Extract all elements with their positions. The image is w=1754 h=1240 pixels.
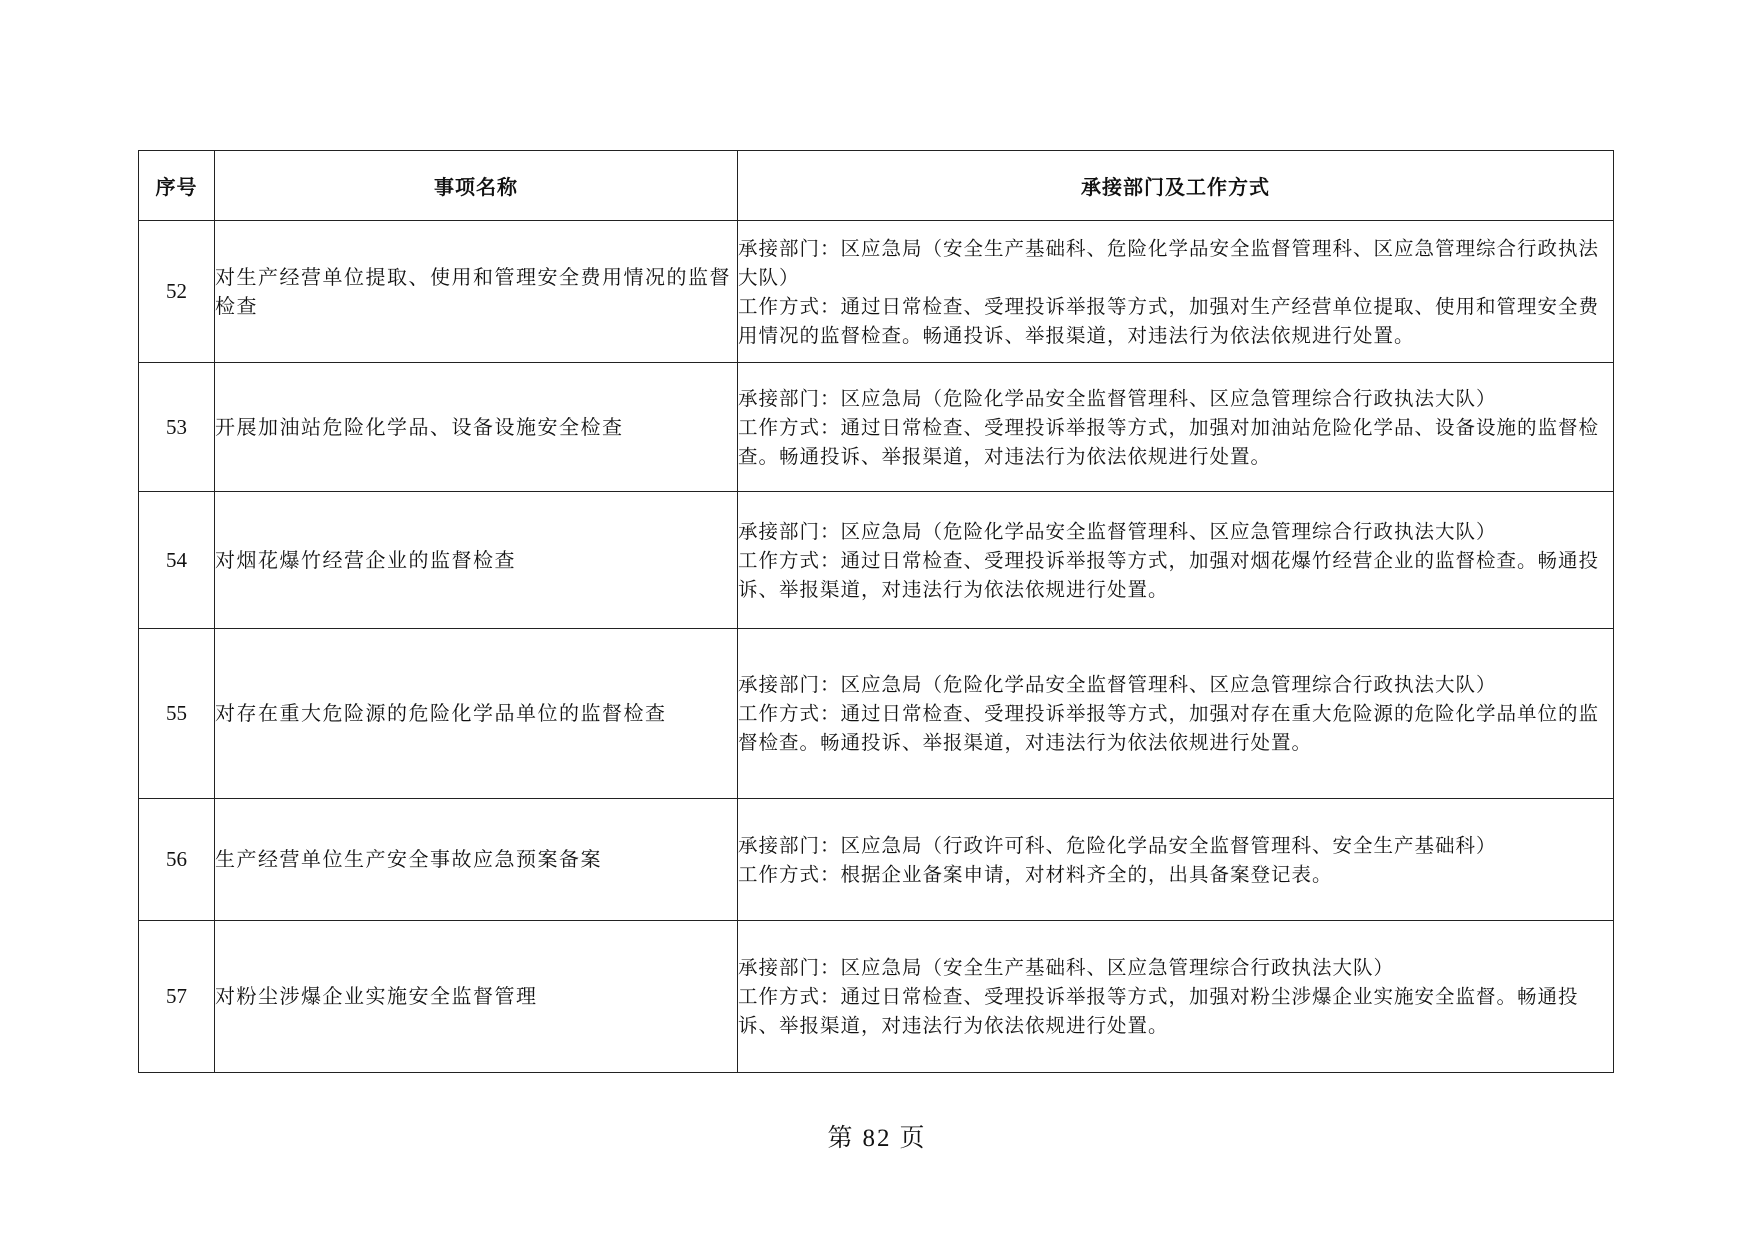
row-number: 53 (139, 363, 215, 492)
page-footer (0, 1118, 1754, 1154)
table-row (139, 629, 1614, 799)
method-text: 工作方式：通过日常检查、受理投诉举报等方式，加强对烟花爆竹经营企业的监督检查。畅通投诉、举报渠道，对违法行为依法依规进行处置。 (738, 548, 1600, 601)
row-number: 52 (139, 221, 215, 363)
table-header-row (139, 151, 1614, 221)
table-row (139, 921, 1614, 1073)
item-name: 对生产经营单位提取、使用和管理安全费用情况的监督检查 (215, 221, 738, 363)
item-name: 生产经营单位生产安全事故应急预案备案 (215, 799, 738, 921)
row-number: 55 (139, 629, 215, 799)
item-name: 对烟花爆竹经营企业的监督检查 (215, 492, 738, 629)
page-prefix: 第 (827, 1125, 855, 1152)
method-text: 工作方式：通过日常检查、受理投诉举报等方式，加强对加油站危险化学品、设备设施的监督检查。畅通投诉、举报渠道，对违法行为依法依规进行处置。 (738, 415, 1600, 468)
method-text: 工作方式：通过日常检查、受理投诉举报等方式，加强对粉尘涉爆企业实施安全监督。畅通投诉、举报渠道，对违法行为依法依规进行处置。 (738, 985, 1579, 1037)
dept-cell (738, 363, 1614, 492)
table-row (139, 799, 1614, 921)
page-number: 82 (862, 1125, 892, 1152)
dept-text: 承接部门：区应急局（安全生产基础科、区应急管理综合行政执法大队） (738, 956, 1395, 979)
method-text: 工作方式：通过日常检查、受理投诉举报等方式，加强对存在重大危险源的危险化学品单位的监督检查。畅通投诉、举报渠道，对违法行为依法依规进行处置。 (738, 702, 1600, 754)
page-suffix: 页 (899, 1125, 927, 1152)
table-row (139, 363, 1614, 492)
dept-text: 承接部门：区应急局（危险化学品安全监督管理科、区应急管理综合行政执法大队） (738, 519, 1497, 543)
dept-cell (738, 799, 1614, 921)
dept-cell (738, 492, 1614, 629)
row-number: 54 (139, 492, 215, 629)
item-name: 对粉尘涉爆企业实施安全监督管理 (215, 921, 738, 1073)
dept-cell (738, 629, 1614, 799)
dept-text: 承接部门：区应急局（危险化学品安全监督管理科、区应急管理综合行政执法大队） (738, 386, 1497, 410)
row-number: 57 (139, 921, 215, 1073)
item-name: 开展加油站危险化学品、设备设施安全检查 (215, 363, 738, 492)
dept-cell (738, 921, 1614, 1073)
header-dept: 承接部门及工作方式 (738, 151, 1614, 221)
item-name: 对存在重大危险源的危险化学品单位的监督检查 (215, 629, 738, 799)
header-no: 序号 (139, 151, 215, 221)
dept-cell (738, 221, 1614, 363)
row-number: 56 (139, 799, 215, 921)
items-table (138, 150, 1614, 1073)
dept-text: 承接部门：区应急局（危险化学品安全监督管理科、区应急管理综合行政执法大队） (738, 673, 1497, 696)
table-row (139, 492, 1614, 629)
dept-text: 承接部门：区应急局（行政许可科、危险化学品安全监督管理科、安全生产基础科） (738, 833, 1497, 857)
dept-text: 承接部门：区应急局（安全生产基础科、危险化学品安全监督管理科、区应急管理综合行政执法大队） (738, 236, 1600, 289)
method-text: 工作方式：通过日常检查、受理投诉举报等方式，加强对生产经营单位提取、使用和管理安全费用情况的监督检查。畅通投诉、举报渠道，对违法行为依法依规进行处置。 (738, 294, 1600, 347)
method-text: 工作方式：根据企业备案申请，对材料齐全的，出具备案登记表。 (738, 862, 1333, 886)
header-name: 事项名称 (215, 151, 738, 221)
table-row (139, 221, 1614, 363)
